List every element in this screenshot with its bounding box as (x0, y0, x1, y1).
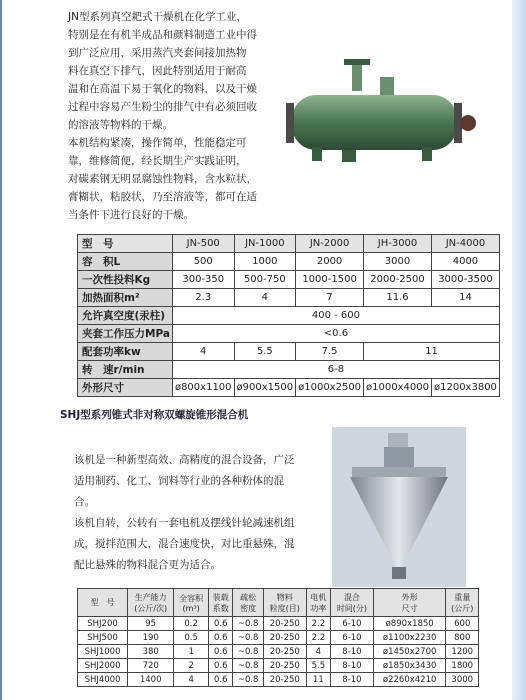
header-cell (174, 589, 209, 617)
table-row (78, 659, 479, 673)
table-cell: 1000 (234, 253, 296, 271)
table-cell: 4 (174, 673, 209, 687)
table-cell: 2000-2500 (364, 271, 432, 289)
intro-line: JN型系列真空耙式干燥机在化学工业， (68, 11, 247, 23)
table-row (78, 379, 500, 397)
header-text: (公斤) (451, 603, 474, 613)
shj-intro-text (74, 450, 304, 576)
table-cell: 2000 (296, 253, 364, 271)
header-text: 粒度(目) (269, 603, 300, 613)
table-cell: 6-10 (331, 631, 374, 645)
header-text: 装载 (212, 592, 229, 602)
table-row (78, 673, 479, 687)
table-cell: 8-10 (331, 659, 374, 673)
table-cell: ø1450x2700 (373, 645, 446, 659)
intro-line: 到广泛应用，采用蒸汽夹套间接加热物 (68, 47, 247, 59)
table-cell: 1 (174, 645, 209, 659)
table-cell: 500-750 (234, 271, 296, 289)
header-cell (128, 589, 174, 617)
table-cell: 1000-1500 (296, 271, 364, 289)
table-cell: ø1100x2230 (373, 631, 446, 645)
table-cell: 5.5 (234, 343, 296, 361)
header-text: 重量 (454, 592, 471, 602)
table-row (78, 617, 479, 631)
mixer-line: 成，搅拌范围大，混合速度快，对比重悬殊，混 (74, 538, 295, 550)
table-cell: ~0.8 (233, 645, 263, 659)
model-cell: JN-1000 (234, 235, 296, 253)
table-cell: 5.5 (306, 659, 330, 673)
intro-line: 特别是在有机半成品和颜料制造工业中得 (68, 29, 257, 41)
table-row (78, 631, 479, 645)
header-text: 功率 (310, 603, 327, 613)
table-cell: 95 (128, 617, 174, 631)
table-row (78, 307, 500, 325)
table-cell: 8-10 (331, 645, 374, 659)
table-cell: 0.5 (174, 631, 209, 645)
table-cell: 3000 (364, 253, 432, 271)
header-text: 密度 (240, 603, 257, 613)
table-cell: 380 (128, 645, 174, 659)
header-cell (373, 589, 446, 617)
intro-line: 当条件下进行良好的干燥。 (68, 209, 194, 221)
row-label: 容 积L (78, 253, 173, 271)
table-cell: ~0.8 (233, 673, 263, 687)
table-cell: SHJ2000 (78, 659, 128, 673)
table-cell: SHJ500 (78, 631, 128, 645)
table-cell: 20-250 (263, 617, 306, 631)
jn-intro-text (68, 8, 268, 224)
cone-mixer-image (332, 427, 466, 587)
header-cell (263, 589, 306, 617)
model-cell: JN-2000 (296, 235, 364, 253)
header-text: 疏松 (240, 592, 257, 602)
row-label: 外形尺寸 (78, 379, 173, 397)
model-cell: JH-3000 (364, 235, 432, 253)
table-cell: ~0.8 (233, 617, 263, 631)
table-cell: SHJ200 (78, 617, 128, 631)
header-text: 尺寸 (401, 603, 418, 613)
table-cell: ~0.8 (233, 631, 263, 645)
table-cell: 4000 (431, 253, 499, 271)
page-left-border (0, 0, 2, 700)
table-cell: 800 (446, 631, 479, 645)
table-cell: ø1850x3430 (373, 659, 446, 673)
table-cell: 2.2 (306, 631, 330, 645)
intro-line: 膏糊状，粘胶状，乃至溶液等，都可在适 (68, 191, 257, 203)
header-text: 系数 (212, 603, 229, 613)
vacuum-dryer-image (282, 55, 482, 175)
row-label: 允许真空度(汞柱) (78, 307, 173, 325)
mixer-line: 合。 (74, 496, 95, 508)
table-cell: 14 (431, 289, 499, 307)
header-text: (公斤/次) (134, 603, 168, 613)
intro-line: 过程中容易产生粉尘的排气中有必须回收 (68, 101, 257, 113)
shj-section-title: SHJ型系列锥式非对称双螺旋锥形混合机 (60, 409, 249, 421)
table-cell: 20-250 (263, 645, 306, 659)
header-text: 全容积 (179, 593, 204, 603)
table-cell: 11 (306, 673, 330, 687)
table-cell: 4 (306, 645, 330, 659)
table-cell: 2.2 (306, 617, 330, 631)
header-text: 混合 (343, 592, 360, 602)
table-row (78, 289, 500, 307)
table-cell: ø2260x4210 (373, 673, 446, 687)
mixer-line: 适用制药、化工、饲料等行业的各种粉体的混 (74, 475, 284, 487)
intro-line: 温和在高温下易于氧化的物料，以及干燥 (68, 83, 257, 95)
header-cell (78, 589, 128, 617)
table-cell: 3000 (446, 673, 479, 687)
shj-spec-table (77, 588, 479, 687)
header-cell (233, 589, 263, 617)
header-cell (331, 589, 374, 617)
table-row (78, 343, 500, 361)
table-row (78, 271, 500, 289)
row-label: 配套功率kw (78, 343, 173, 361)
table-cell: 0.6 (209, 659, 233, 673)
table-cell: 300-350 (172, 271, 234, 289)
header-text: 型 号 (90, 598, 115, 607)
table-cell: ø800x1100 (172, 379, 234, 397)
table-cell: ~0.8 (233, 659, 263, 673)
table-cell: ø1200x3800 (431, 379, 499, 397)
table-cell: SHJ1000 (78, 645, 128, 659)
table-cell: 600 (446, 617, 479, 631)
intro-line: 靠，维修简便，经长期生产实践证明， (68, 155, 247, 167)
mixer-line: 该机自转，公转有一套电机及摆线针轮减速机组 (74, 517, 295, 529)
header-text: 外形 (401, 592, 418, 602)
table-cell: ø1000x2500 (296, 379, 364, 397)
model-header-cell: 型 号 (78, 235, 173, 253)
mixer-line: 配比悬殊的物料混合更为适合。 (74, 559, 221, 571)
table-row (78, 361, 500, 379)
table-cell: 720 (128, 659, 174, 673)
table-cell: 7 (296, 289, 364, 307)
table-cell: ø890x1850 (373, 617, 446, 631)
table-cell: 2.3 (172, 289, 234, 307)
table-cell: 4 (234, 289, 296, 307)
table-cell: 11.6 (364, 289, 432, 307)
header-cell (209, 589, 233, 617)
intro-line: 的溶液等物料的干燥。 (68, 119, 173, 131)
header-text: 时间(分) (336, 603, 368, 613)
table-cell: 0.6 (209, 645, 233, 659)
table-cell: 1400 (128, 673, 174, 687)
table-cell: 20-250 (263, 631, 306, 645)
header-text: 物料 (276, 592, 293, 602)
table-cell: 0.2 (174, 617, 209, 631)
table-cell: 7.5 (296, 343, 364, 361)
intro-line: 本机结构紧凑，操作简单，性能稳定可 (68, 137, 247, 149)
table-cell: ø900x1500 (234, 379, 296, 397)
header-text: 电机 (310, 592, 327, 602)
table-cell: 2 (174, 659, 209, 673)
table-cell: 1800 (446, 659, 479, 673)
row-label: 转 速r/min (78, 361, 173, 379)
table-row (78, 325, 500, 343)
intro-line: 对碳素钢无明显腐蚀性物料，含水粒状， (68, 173, 257, 185)
row-label: 一次性投料Kg (78, 271, 173, 289)
header-text: 生产能力 (134, 592, 167, 602)
table-cell: 0.6 (209, 673, 233, 687)
model-cell: JN-4000 (431, 235, 499, 253)
table-cell: 4 (172, 343, 234, 361)
table-row (78, 645, 479, 659)
model-cell: JN-500 (172, 235, 234, 253)
table-cell: 11 (364, 343, 500, 361)
table-cell: 20-250 (263, 659, 306, 673)
table-cell: 0.6 (209, 617, 233, 631)
page-right-shade (512, 0, 526, 700)
table-cell: 0.6 (209, 631, 233, 645)
intro-line: 料在真空下排气，因此特别适用于耐高 (68, 65, 247, 77)
header-cell (306, 589, 330, 617)
spanned-value: <0.6 (172, 325, 499, 343)
table-cell: 8-10 (331, 673, 374, 687)
spanned-value: 400 - 600 (172, 307, 499, 325)
table-cell: 500 (172, 253, 234, 271)
table-cell: 190 (128, 631, 174, 645)
table-cell: 1200 (446, 645, 479, 659)
row-label: 加热面积m² (78, 289, 173, 307)
table-cell: 20-250 (263, 673, 306, 687)
header-cell (446, 589, 479, 617)
table-cell: 6-10 (331, 617, 374, 631)
table-row (78, 253, 500, 271)
mixer-line: 该机是一种新型高效、高精度的混合设备，广泛 (74, 454, 295, 466)
table-cell: SHJ4000 (78, 673, 128, 687)
spanned-value: 6-8 (172, 361, 499, 379)
jn-spec-table (77, 234, 500, 397)
row-label: 夹套工作压力MPa (78, 325, 173, 343)
header-text: (m³) (182, 603, 200, 613)
table-cell: 3000-3500 (431, 271, 499, 289)
table-cell: ø1000x4000 (364, 379, 432, 397)
